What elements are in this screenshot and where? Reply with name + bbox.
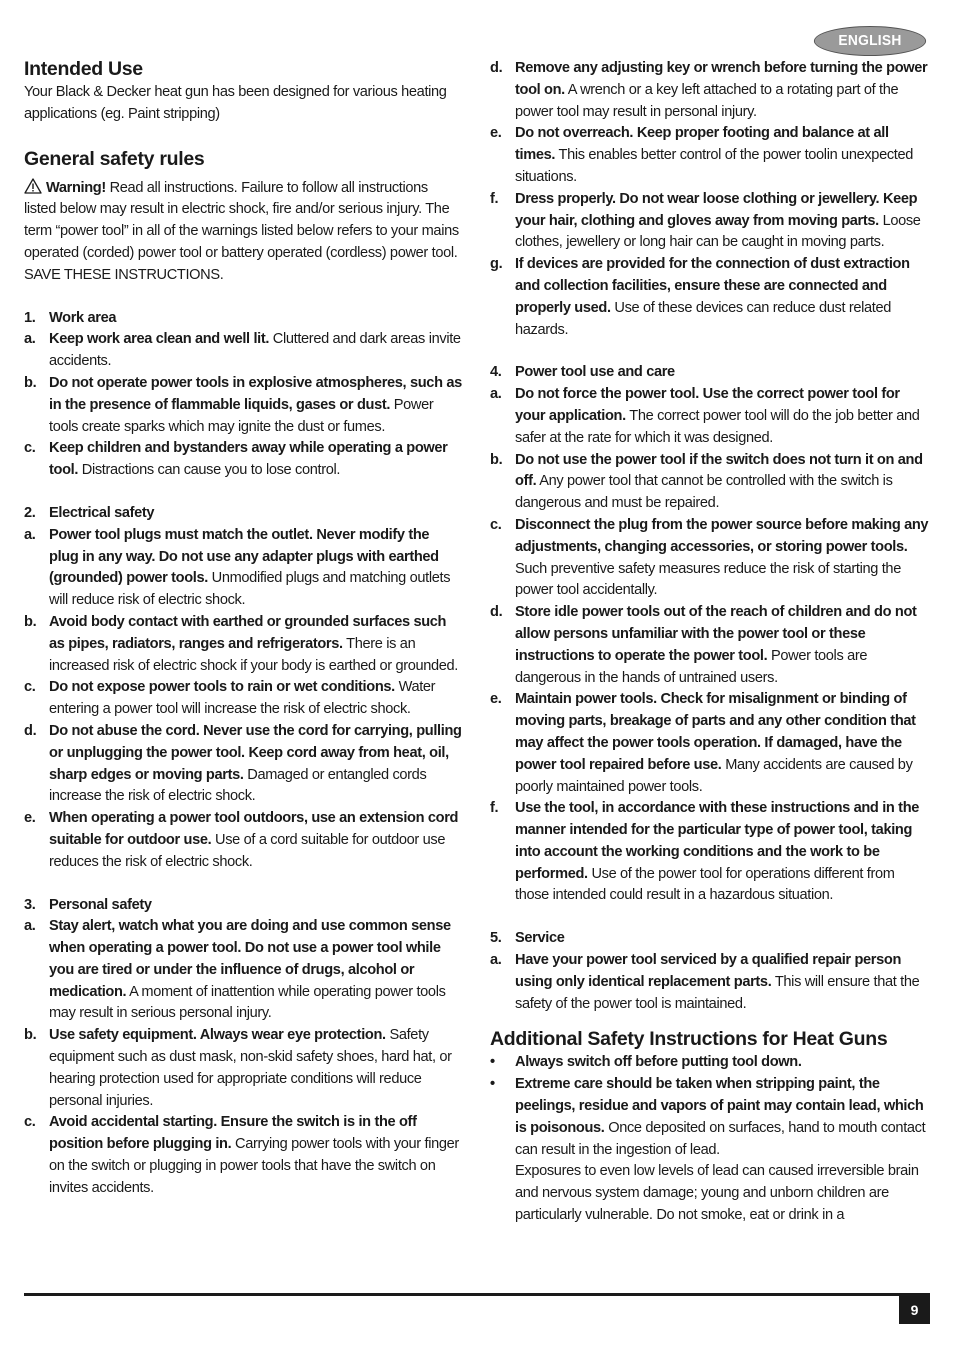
item-text: The correct power tool will do the job better and safer at the rate for which it was designed. [515,407,920,446]
list-item [24,329,462,373]
list-item [490,950,932,1015]
item-body [515,1052,932,1074]
item-text: This enables better control of the power toolin unexpected situations. [515,147,914,185]
list-item [24,1112,462,1199]
list-item [490,602,932,689]
item-bold-text: Have your power tool serviced by a qualified repair person using only identical replacement parts. [515,952,902,990]
item-text: A moment of inattention while operating power tools may result in serious personal injury. [49,983,446,1022]
item-text: This will ensure that the safety of the power tool is maintained. [515,973,920,1012]
item-marker: a. [24,526,36,543]
item-body [515,384,932,449]
list-item [24,525,462,612]
item-bold-text: Do not use the power tool if the switch does not turn it on and off. [515,451,923,490]
list-item [490,189,932,254]
item-text: Carrying power tools with your finger on the switch or plugging in power tools that have the switch on invites accidents. [49,1136,459,1196]
warning-text: Read all instructions. Failure to follow all instructions listed below may result in electric shock, fire and/or serious injury. The term “power tool” in all of the warnings listed below refers to your mains operated (corded) power tool or battery operated (cordless) power tool. SAVE THESE INSTRUCTIONS. [24,179,459,283]
item-bold-text: Keep children and bystanders away while operating a power tool. [49,440,448,479]
spacer [490,907,932,928]
right-rule-groups [490,341,932,1015]
left-rule-groups [24,287,462,1200]
item-text: Damaged or entangled cords increase the risk of electric shock. [49,766,427,805]
item-marker: f. [490,800,499,817]
spacer [24,874,462,895]
item-body [515,689,932,798]
item-text: Loose clothes, jewellery or long hair can be caught in moving parts. [515,212,921,251]
item-marker: e. [490,691,502,708]
item-body [49,677,462,721]
item-marker: • [490,1054,495,1071]
personal-safety-continued [490,58,932,341]
item-bold-text: Avoid accidental starting. Ensure the switch is in the off position before plugging in. [49,1114,417,1153]
item-marker: • [490,1076,495,1093]
item-text: Distractions can cause you to lose control. [78,462,341,479]
warning-triangle-icon [24,178,42,194]
item-text: Water entering a power tool will increase the risk of electric shock. [49,679,436,718]
list-item [490,58,932,123]
item-marker: c. [24,1114,36,1131]
item-marker: a. [490,952,502,969]
list-item [24,916,462,1025]
list-item [490,1074,932,1227]
item-body [49,808,462,873]
list-item [490,254,932,341]
item-bold-text: Store idle power tools out of the reach of children and do not allow persons unfamiliar with the power tool or these instructions to operate the power tool. [515,604,917,664]
general-safety-title: General safety rules [24,147,205,170]
item-text: A wrench or a key left attached to a rotating part of the power tool may result in personal injury. [515,81,899,120]
group-heading [24,895,462,917]
item-body [515,950,932,1015]
right-column [490,58,932,1227]
item-marker: e. [24,810,36,827]
group-heading-text: Service [515,930,565,947]
item-marker: c. [24,679,36,696]
item-marker: a. [24,331,36,348]
item-marker: d. [490,60,503,76]
item-body [49,721,462,808]
list-item [24,677,462,721]
item-bold-text: Power tool plugs must match the outlet. Never modify the plug in any way. Do not use any adapter plugs with earthed (grounded) power tools. [49,526,439,587]
item-text: Use of the power tool for operations different from those intended could result in a hazardous situation. [515,865,895,904]
item-text: Power tools create sparks which may ignite the dust or fumes. [49,396,434,435]
group-heading-text: Power tool use and care [515,364,675,381]
item-bold-text: Avoid body contact with earthed or grounded surfaces such as pipes, radiators, ranges and refrigerators. [49,613,447,652]
left-column [24,56,462,1200]
item-bold-text: When operating a power tool outdoors, use an extension cord suitable for outdoor use. [49,810,459,848]
item-bold-text: Maintain power tools. Check for misalignment or binding of moving parts, breakage of parts and any other condition that may affect the power tools operation. If damaged, have the power tool repaired before use. [515,691,916,773]
item-marker: b. [490,451,503,468]
item-marker: e. [490,125,502,142]
item-text: Unmodified plugs and matching outlets will reduce risk of electric shock. [49,570,451,609]
item-bold-text: Use the tool, in accordance with these instructions and in the manner intended for the particular type of power tool, taking into account the working conditions and the work to be performed. [515,800,920,882]
group-number: 2. [24,504,36,521]
group-heading-text: Electrical safety [49,504,155,521]
footer-rule [24,1293,930,1296]
item-body [515,123,932,188]
item-marker: b. [24,374,37,391]
item-bold-text: Stay alert, watch what you are doing and use common sense when operating a power tool. Do not use a power tool while you are tired or under the influence of drugs, alcohol or medication. [49,918,451,1000]
item-text: Safety equipment such as dust mask, non-skid safety shoes, hard hat, or hearing protection used for appropriate conditions will reduce personal injuries. [49,1027,452,1109]
list-item [490,798,932,907]
item-body [515,189,932,254]
item-extra-text: Exposures to even low levels of lead can caused irreversible brain and nervous system damage; young and unborn children are particularly vulnerable. Do not smoke, eat or drink in a [515,1163,919,1224]
item-bold-text: Remove any adjusting key or wrench before turning the power tool on. [515,60,928,98]
item-bold-text: Do not overreach. Keep proper footing and balance at all times. [515,125,889,164]
item-marker: c. [24,440,36,457]
item-bold-text: Always switch off before putting tool down. [515,1054,802,1071]
list-item [24,1025,462,1112]
item-body [515,798,932,907]
item-bold-text: Disconnect the plug from the power source before making any adjustments, changing accessories, or storing power tools. [515,516,929,555]
item-bold-text: Keep work area clean and well lit. [49,331,270,348]
item-body [515,1074,932,1227]
item-body [515,58,932,123]
list-item [24,808,462,873]
list-item [490,450,932,515]
group-number: 3. [24,896,36,913]
list-item [490,384,932,449]
item-marker: b. [24,1027,37,1044]
heat-guns-title: Additional Safety Instructions for Heat Guns [490,1028,888,1051]
warning-label: Warning! [46,179,106,196]
item-marker: c. [490,516,502,533]
item-body [49,373,462,438]
item-bold-text: Do not operate power tools in explosive atmospheres, such as in the presence of flammable liquids, gases or dust. [49,374,462,413]
intended-use-title: Intended Use [24,58,143,80]
list-item [24,721,462,808]
group-number: 4. [490,364,502,381]
item-marker: a. [24,918,36,935]
group-heading-text: Personal safety [49,896,152,913]
item-text: Such preventive safety measures reduce the risk of starting the power tool accidentally. [515,560,901,599]
item-marker: g. [490,256,503,273]
item-text: Use of these devices can reduce dust related hazards. [515,299,892,338]
item-body [49,329,462,373]
item-body [515,602,932,689]
item-bold-text: Extreme care should be taken when stripping paint, the peelings, residue and vapors of paint may contain lead, which is poisonous. [515,1076,924,1136]
item-body [49,1112,462,1199]
item-text: Power tools are dangerous in the hands of untrained users. [515,647,868,686]
rule-group [490,362,932,907]
item-bold-text: Do not expose power tools to rain or wet conditions. [49,679,395,696]
warning-paragraph [24,178,462,287]
item-text: Use of a cord suitable for outdoor use reduces the risk of electric shock. [49,831,446,870]
rule-group [24,895,462,1200]
item-text: Any power tool that cannot be controlled with the switch is dangerous and must be repaired. [515,473,893,512]
spacer [490,341,932,362]
list-item [24,373,462,438]
item-text: There is an increased risk of electric shock if your body is earthed or grounded. [49,635,459,674]
spacer [24,287,462,308]
group-heading [490,928,932,950]
list-item [490,515,932,602]
list-item [490,1052,932,1074]
list-item [24,612,462,677]
item-bold-text: Use safety equipment. Always wear eye protection. [49,1027,386,1044]
group-heading [24,503,462,525]
rule-group [24,308,462,482]
list-item [490,123,932,188]
item-bold-text: Dress properly. Do not wear loose clothing or jewellery. Keep your hair, clothing and gloves away from moving parts. [515,190,918,229]
item-text: Many accidents are caused by poorly maintained power tools. [515,756,913,795]
item-body [49,1025,462,1112]
item-marker: b. [24,613,37,630]
item-marker: d. [24,722,37,739]
item-marker: f. [490,190,499,207]
group-heading-text: Work area [49,309,117,326]
group-number: 1. [24,309,36,326]
heat-guns-list [490,1052,932,1226]
item-text: Once deposited on surfaces, hand to mouth contact can result in the ingestion of lead. [515,1119,926,1158]
language-badge: ENGLISH [814,26,926,56]
group-heading [24,308,462,330]
item-bold-text: Do not force the power tool. Use the correct power tool for your application. [515,386,900,424]
page-number: 9 [899,1296,930,1324]
list-item [24,438,462,482]
item-marker: d. [490,604,503,621]
item-body [515,450,932,515]
item-body [515,254,932,341]
item-marker: a. [490,386,502,403]
item-body [49,525,462,612]
item-body [49,916,462,1025]
rule-group [24,503,462,874]
item-text: Cluttered and dark areas invite accidents. [49,331,461,370]
intended-use-text: Your Black & Decker heat gun has been designed for various heating applications (eg. Paint stripping) [24,84,447,122]
item-body [515,515,932,602]
item-bold-text: If devices are provided for the connection of dust extraction and collection facilities, ensure these are connected and properly used. [515,256,910,316]
group-number: 5. [490,930,502,947]
list-item [490,689,932,798]
rule-group [490,928,932,1015]
group-heading [490,362,932,384]
spacer [24,482,462,503]
item-bold-text: Do not abuse the cord. Never use the cord for carrying, pulling or unplugging the power tool. Keep cord away from heat, oil, sharp edges or moving parts. [49,722,462,783]
item-body [49,438,462,482]
item-body [49,612,462,677]
